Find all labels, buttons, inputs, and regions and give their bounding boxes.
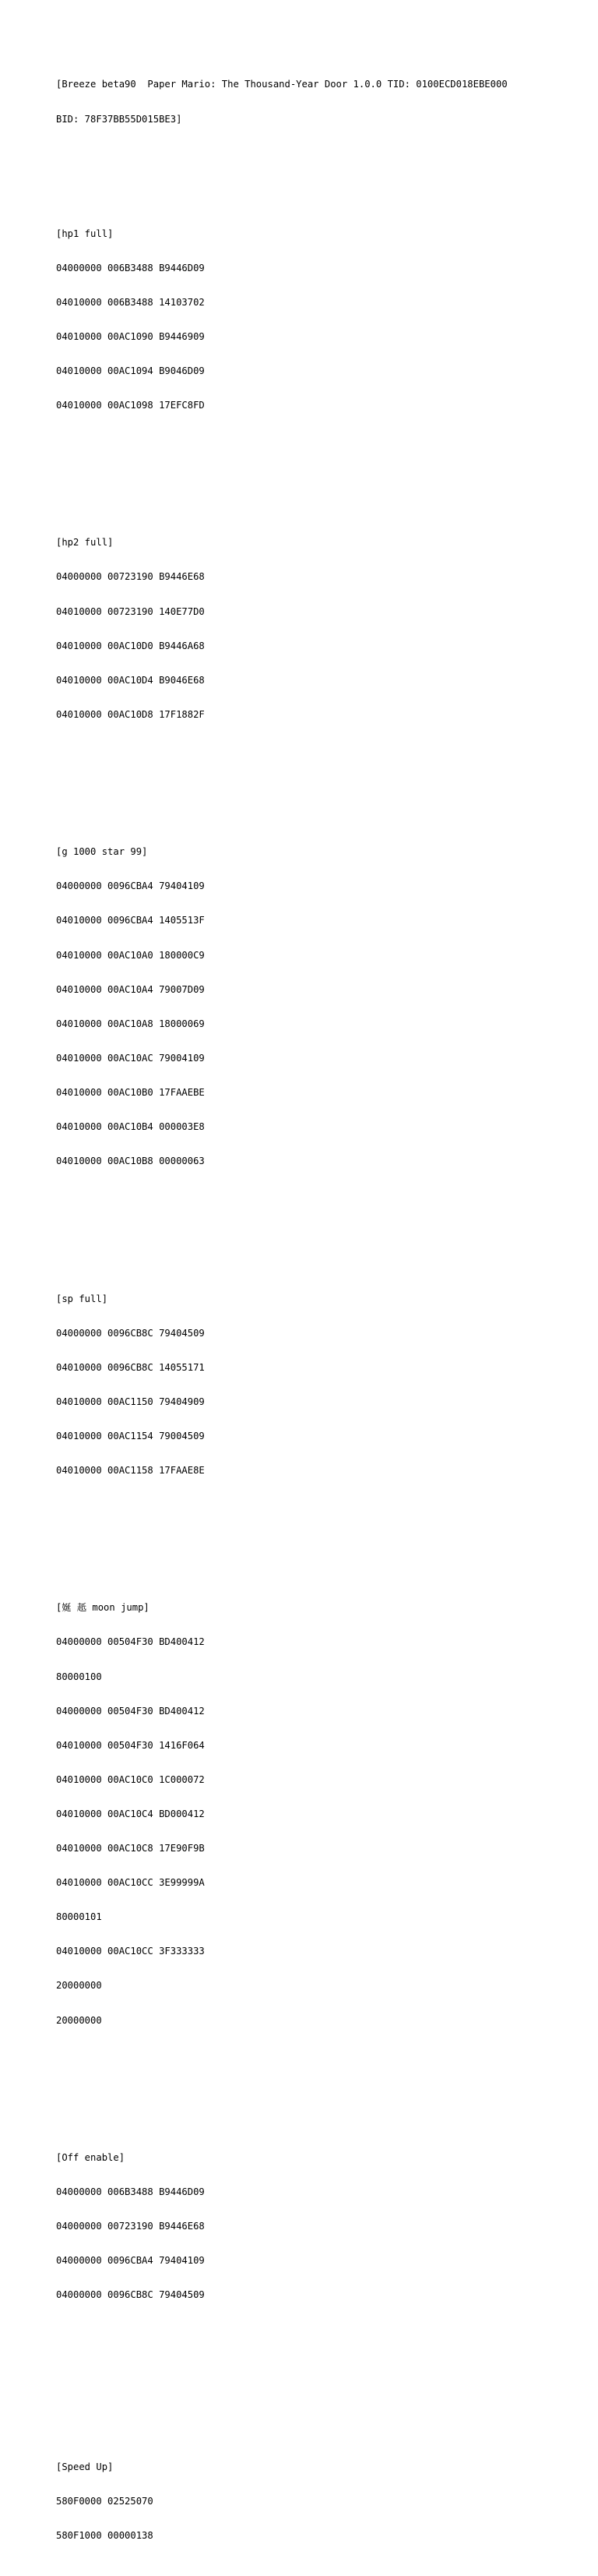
code-line: 04010000 00AC1098 17EFC8FD — [56, 399, 205, 411]
section-hp1-full — [56, 205, 570, 434]
section-hp2-full — [56, 514, 570, 743]
code-line: 04010000 00AC10C4 BD000412 — [56, 1808, 205, 1819]
code-line: 04010000 00504F30 1416F064 — [56, 1739, 205, 1751]
section-off-enable — [56, 2130, 570, 2324]
section-sp-full — [56, 1270, 570, 1499]
code-line: 80000101 — [56, 1911, 102, 1923]
code-line: 04000000 0096CB8C 79404509 — [56, 1327, 205, 1339]
code-line: 04010000 00723190 140E77D0 — [56, 605, 205, 617]
code-line: 04010000 00AC10D4 B9046E68 — [56, 674, 205, 686]
code-line: 04010000 00AC10D0 B9446A68 — [56, 640, 205, 651]
code-line: 04010000 00AC1150 79404909 — [56, 1396, 205, 1407]
spacer — [56, 766, 570, 778]
code-line: 04010000 00AC1154 79004509 — [56, 1430, 205, 1442]
code-line: 04010000 00AC10CC 3F333333 — [56, 1946, 205, 1957]
spacer — [56, 2072, 570, 2084]
code-line: 04010000 006B3488 14103702 — [56, 296, 205, 308]
section-speed-up — [56, 2438, 570, 2564]
code-line: 04010000 00AC10AC 79004109 — [56, 1052, 205, 1064]
code-line: 04010000 00AC10A0 180000C9 — [56, 949, 205, 961]
code-line: 20000000 — [56, 2014, 102, 2026]
spacer — [56, 457, 570, 468]
code-line: 04010000 00AC10D8 17F1882F — [56, 708, 205, 720]
code-line: 04000000 0096CBA4 79404109 — [56, 2255, 205, 2267]
code-line: 04010000 00AC10C8 17E90F9B — [56, 1843, 205, 1854]
code-line: 04000000 00504F30 BD400412 — [56, 1705, 205, 1717]
section-title: [hp2 full] — [56, 537, 114, 549]
spacer — [56, 148, 570, 160]
code-line: 04000000 006B3488 B9446D09 — [56, 2186, 205, 2197]
section-moon-jump — [56, 1579, 570, 2049]
code-line: 04010000 00AC1158 17FAAE8E — [56, 1464, 205, 1476]
section-title: [Off enable] — [56, 2151, 125, 2163]
code-line: 04010000 0096CBA4 1405513F — [56, 915, 205, 926]
code-line: 04010000 00AC1090 B9446909 — [56, 330, 205, 342]
code-line: 04010000 00AC10B4 000003E8 — [56, 1121, 205, 1132]
code-line: 04010000 00AC1094 B9046D09 — [56, 365, 205, 376]
spacer — [56, 2381, 570, 2393]
section-title: [sp full] — [56, 1293, 108, 1304]
code-line: 580F0000 02525070 — [56, 2495, 153, 2507]
spacer — [56, 1213, 570, 1225]
code-line: 04000000 00723190 B9446E68 — [56, 571, 205, 583]
code-line: 04010000 00AC10B0 17FAAEBE — [56, 1086, 205, 1098]
spacer — [56, 1522, 570, 1533]
code-line: 04010000 00AC10A8 18000069 — [56, 1018, 205, 1029]
section-title: [g 1000 star 99] — [56, 846, 148, 858]
header-line-2: BID: 78F37BB55D015BE3] — [56, 113, 182, 125]
code-line: 04010000 0096CB8C 14055171 — [56, 1361, 205, 1373]
code-line: 04010000 00AC10A4 79007D09 — [56, 983, 205, 995]
code-line: 04010000 00AC10CC 3E99999A — [56, 1877, 205, 1889]
header-line-1: [Breeze beta90 Paper Mario: The Thousand-Year Door 1.0.0 TID: 0100ECD018EBE000 — [56, 79, 508, 90]
code-line: 04010000 00AC10C0 1C000072 — [56, 1773, 205, 1785]
code-line: 580F1000 00000138 — [56, 2529, 153, 2541]
code-line: 20000000 — [56, 1980, 102, 1992]
section-g-1000-star-99 — [56, 824, 570, 1190]
code-line: 04000000 006B3488 B9446D09 — [56, 262, 205, 273]
section-title: [Speed Up] — [56, 2461, 114, 2472]
cheat-document — [56, 56, 570, 2576]
section-title: [娫 赿 moon jump] — [56, 1602, 150, 1614]
code-line: 80000100 — [56, 1671, 102, 1682]
code-line: 04000000 00504F30 BD400412 — [56, 1636, 205, 1648]
code-line: 04000000 00723190 B9446E68 — [56, 2221, 205, 2232]
section-title: [hp1 full] — [56, 228, 114, 239]
code-line: 04000000 0096CB8C 79404509 — [56, 2289, 205, 2301]
code-line: 04010000 00AC10B8 00000063 — [56, 1156, 205, 1167]
spacer — [56, 2347, 570, 2359]
code-line: 04000000 0096CBA4 79404109 — [56, 880, 205, 892]
